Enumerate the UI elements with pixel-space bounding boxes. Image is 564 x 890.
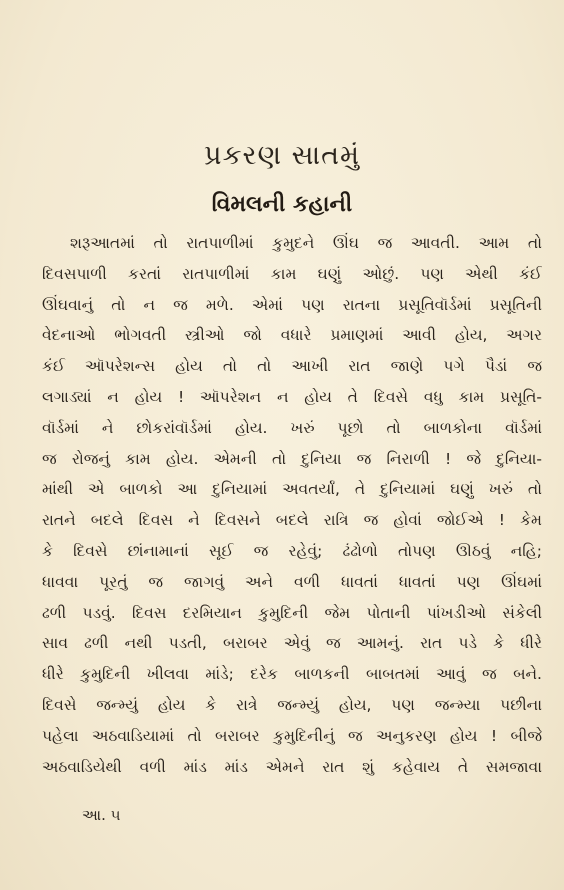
text-line: શરૂઆતમાં તો રાતપાળીમાં કુમુદને ઊંઘ જ આવતી. આમ તો [70,234,542,252]
text-line: જ રોજનું કામ હોય. એમની તો દુનિયા જ નિરાળી ! જે દુનિયા- [42,449,542,468]
text-line: દિવસે જન્મ્યું હોય કે રાત્રે જન્મ્યું હોય, પણ જન્મ્યા પછીના [42,695,542,714]
text-line: કે દિવસે છાંનામાનાં સૂઈ જ રહેવું; ઢંઢોળો તોપણ ઊઠવું નહિ; [42,541,542,560]
text-line: લગાડ્યાં ન હોય ! ઑપરેશન ન હોય તે દિવસે વધુ કામ પ્રસૂતિ- [42,387,542,406]
text-line: પહેલા અઠવાડિયામાં તો બરાબર કુમુદિનીનું જ અનુકરણ હોય ! બીજે [42,726,542,745]
text-line: વેદનાઓ ભોગવતી સ્ત્રીઓ જો વધારે પ્રમાણમાં આવી હોય, અગર [42,326,542,345]
text-line: ધીરે કુમુદિની ખીલવા માંડે; દરેક બાળકની બાબતમાં આવું જ બને. [42,665,542,684]
text-line: કંઈ ઑપરેશન્સ હોય તો તો આખી રાત જાણે પગે પૈડાં જ [42,357,542,376]
text-line: અઠવાડિયેથી વળી માંડ માંડ એમને રાત શું કહેવાય તે સમજાવા [42,757,542,776]
text-line: માંથી એ બાળકો આ દુનિયામાં અવતર્યાં, તે દુનિયામાં ઘણું ખરું તો [42,480,542,499]
chapter-heading: પ્રકરણ સાતમું [203,140,361,171]
text-line: દિવસપાળી કરતાં રાતપાળીમાં કામ ઘણું ઓછું. પણ એથી કંઈ [42,264,542,283]
text-line: ઢળી પડવું. દિવસ દરમિયાન કુમુદિની જેમ પોતાની પાંખડીઓ સંકેલી [42,603,542,622]
text-line: રાતને બદલે દિવસ ને દિવસને બદલે રાત્રિ જ હોવાં જોઈએ ! કેમ [42,511,542,530]
text-line: ધાવવા પૂરતું જ જાગવું અને વળી ધાવતાં ધાવતાં પણ ઊંઘમાં [42,572,542,591]
body-paragraph [42,228,542,782]
story-heading: વિમલની કહાની [211,192,353,217]
signature-mark: આ. ૫ [82,806,121,824]
text-line: ઊંઘવાનું તો ન જ મળે. એમાં પણ રાતના પ્રસૂતિવૉર્ડમાં પ્રસૂતિની [42,295,542,314]
text-line: સાવ ઢળી નથી પડતી, બરાબર એવું જ આમનું. રાત પડે કે ધીરે [42,634,542,653]
text-line: વૉર્ડમાં ને છોકરાંવૉર્ડમાં હોય. ખરું પૂછો તો બાળકોના વૉર્ડમાં [42,418,542,437]
